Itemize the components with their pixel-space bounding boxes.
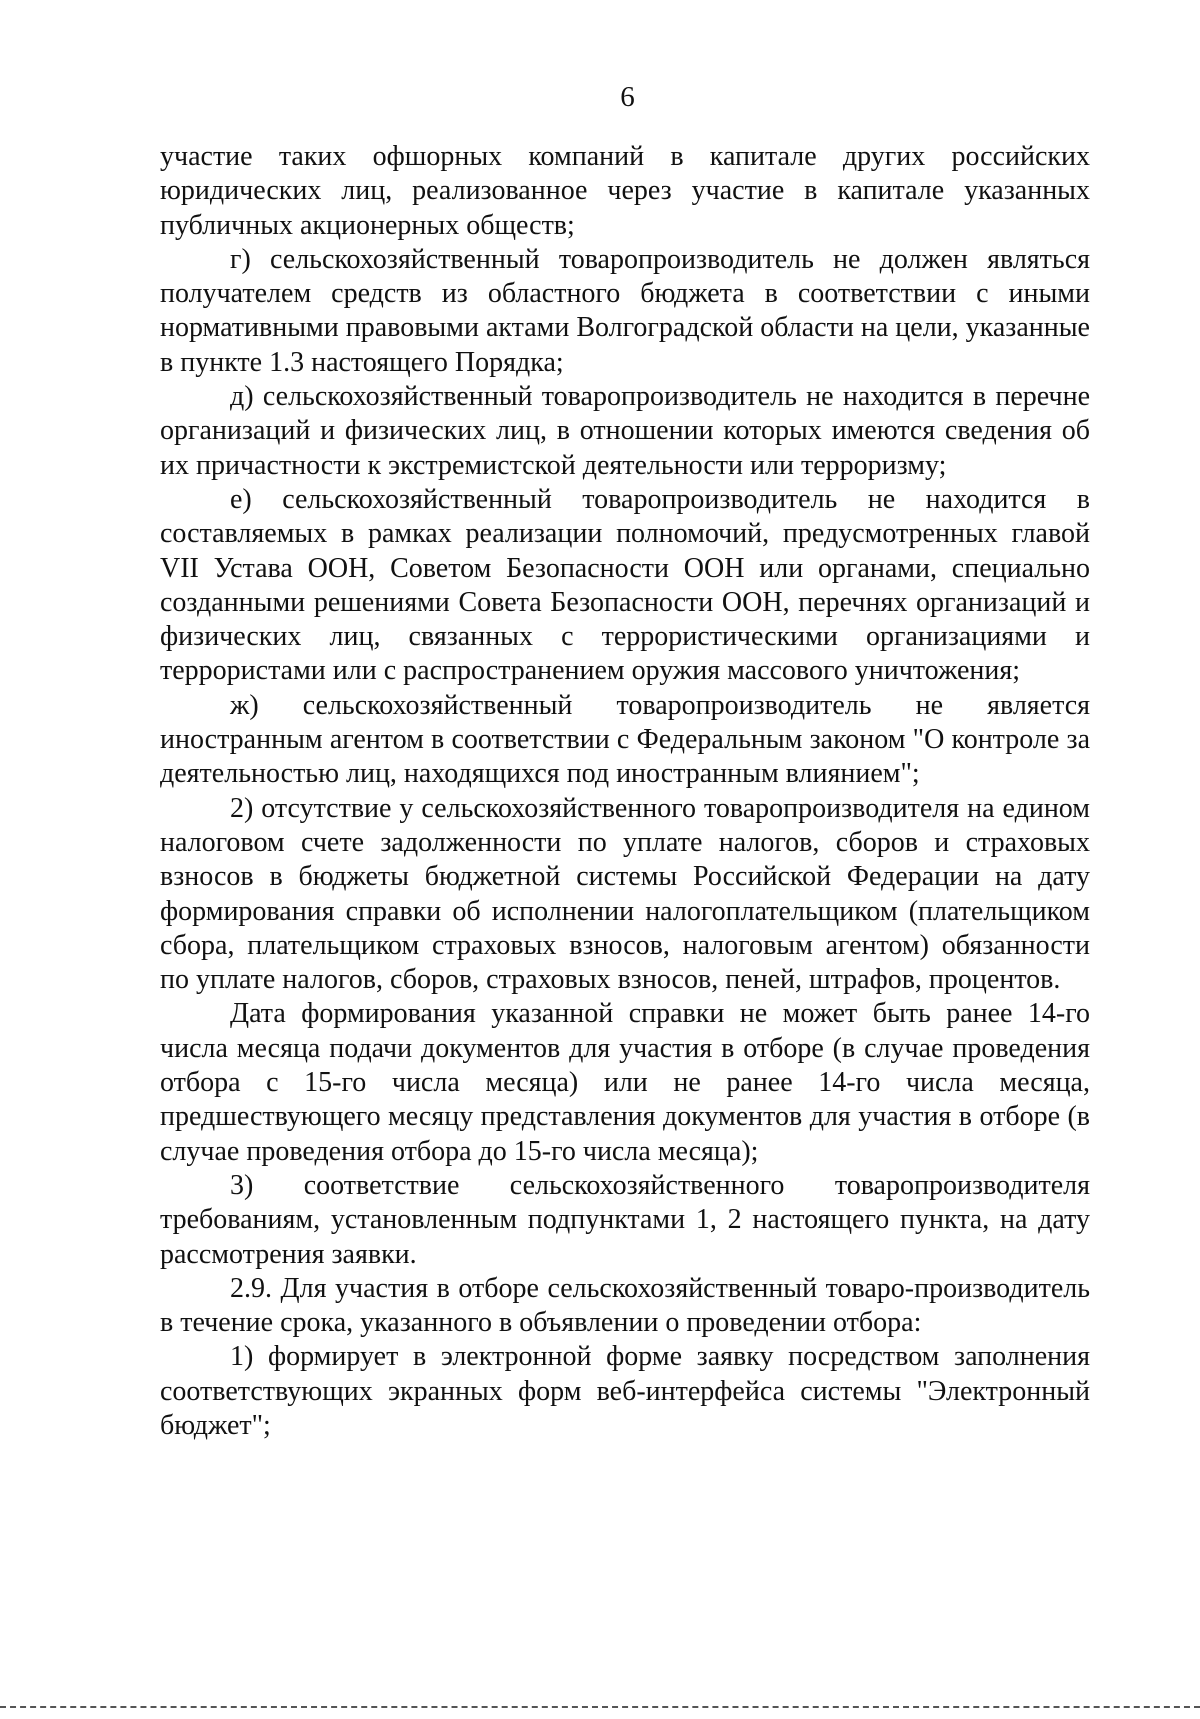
paragraph-subitem-1: 1) формирует в электронной форме заявку посредством заполнения соответствующих экранных форм веб-интерфейса системы "Электронный бюджет"; <box>160 1341 1090 1441</box>
paragraph-continuation: участие таких офшорных компаний в капитале других российских юридических лиц, реализованное через участие в капитале указанных публичных акционерных обществ; <box>160 141 1090 241</box>
scan-edge-line <box>0 1706 1200 1708</box>
paragraph-section-2-9: 2.9. Для участия в отборе сельскохозяйственный товаро-производитель в течение срока, указанного в объявлении о проведении отбора: <box>160 1272 1090 1339</box>
paragraph-item-3: 3) соответствие сельскохозяйственного товаропроизводителя требованиям, установленным подпунктами 1, 2 настоящего пункта, на дату рассмотрения заявки. <box>160 1169 1090 1270</box>
paragraph-date-clause: Дата формирования указанной справки не может быть ранее 14-го числа месяца подачи документов для участия в отборе (в случае проведения отбора с 15-го числа месяца) или не ранее 14-го числа месяца, предшествующего месяцу представления документов для участия в отборе (в случае проведения отбора до 15-го числа месяца); <box>160 998 1090 1167</box>
paragraph-item-e: е) сельскохозяйственный товаропроизводитель не находится в составляемых в рамках реализации полномочий, предусмотренных главой VII Устава ООН, Советом Безопасности ООН или органами, специально созданными решениями Совета Безопасности ООН, перечнях организаций и физических лиц, связанных с террористическими организациями и террористами или с распространением оружия массового уничтожения; <box>160 483 1090 687</box>
page-number: 6 <box>620 81 635 113</box>
paragraph-item-g: г) сельскохозяйственный товаропроизводитель не должен являться получателем средств из областного бюджета в соответствии с иными нормативными правовыми актами Волгоградской области на цели, указанные в пункте 1.3 настоящего Порядка; <box>160 243 1090 378</box>
paragraph-item-2: 2) отсутствие у сельскохозяйственного товаропроизводителя на едином налоговом счете задолженности по уплате налогов, сборов и страховых взносов в бюджеты бюджетной системы Российской Федерации на дату формирования справки об исполнении налогоплательщиком (плательщиком сбора, плательщиком страховых взносов, налоговым агентом) обязанности по уплате налогов, сборов, страховых взносов, пеней, штрафов, процентов. <box>160 792 1090 996</box>
paragraph-item-zh: ж) сельскохозяйственный товаропроизводитель не является иностранным агентом в соответствии с Федеральным законом "О контроле за деятельностью лиц, находящихся под иностранным влиянием"; <box>160 689 1090 790</box>
paragraph-item-d: д) сельскохозяйственный товаропроизводитель не находится в перечне организаций и физических лиц, в отношении которых имеются сведения об их причастности к экстремистской деятельности или терроризму; <box>160 381 1090 481</box>
document-body <box>160 140 1090 1443</box>
